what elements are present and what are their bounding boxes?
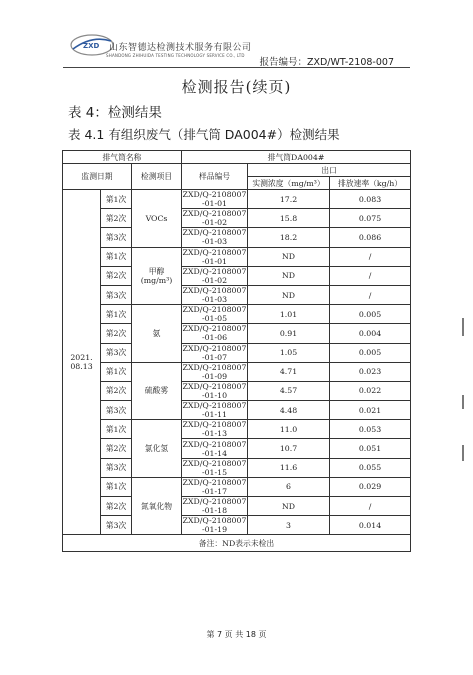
table-row bbox=[63, 209, 411, 228]
emission-rate-value: 0.004 bbox=[330, 324, 411, 343]
sample-id: ZXD/Q-2108007 -01-02 bbox=[182, 209, 247, 228]
round-label: 第2次 bbox=[101, 209, 132, 228]
round-label: 第3次 bbox=[101, 458, 132, 477]
concentration-value: ND bbox=[248, 247, 330, 266]
round-label: 第1次 bbox=[101, 362, 132, 381]
emission-rate-value: 0.005 bbox=[330, 305, 411, 324]
concentration-value: 4.48 bbox=[248, 401, 330, 420]
test-item: 氮氧化物 bbox=[132, 477, 182, 535]
emission-rate-value: / bbox=[330, 497, 411, 516]
table-row bbox=[63, 305, 411, 324]
emission-rate-value: 0.005 bbox=[330, 343, 411, 362]
sample-id: ZXD/Q-2108007 -01-18 bbox=[182, 497, 247, 516]
concentration-value: 1.05 bbox=[248, 343, 330, 362]
table-row bbox=[63, 420, 411, 439]
sample-id: ZXD/Q-2108007 -01-03 bbox=[182, 228, 247, 247]
round-label: 第2次 bbox=[101, 324, 132, 343]
sample-id: ZXD/Q-2108007 -01-11 bbox=[182, 401, 247, 420]
table-row bbox=[63, 324, 411, 343]
round-label: 第2次 bbox=[101, 381, 132, 400]
concentration-value: 1.01 bbox=[248, 305, 330, 324]
round-label: 第1次 bbox=[101, 420, 132, 439]
concentration-value: 4.57 bbox=[248, 381, 330, 400]
emission-rate-value: / bbox=[330, 266, 411, 285]
emission-rate-value: 0.021 bbox=[330, 401, 411, 420]
table-note-row bbox=[63, 535, 411, 552]
company-name-en: SHANDONG ZHIHUIDA TESTING TECHNOLOGY SERVICE CO., LTD bbox=[106, 53, 245, 58]
sample-id: ZXD/Q-2108007 -01-01 bbox=[182, 190, 247, 209]
outlet-name-value: 排气筒DA004# bbox=[182, 151, 411, 164]
sample-id: ZXD/Q-2108007 -01-17 bbox=[182, 477, 247, 496]
table-note: 备注：ND表示未检出 bbox=[63, 535, 411, 552]
monitoring-date: 2021. 08.13 bbox=[63, 190, 101, 535]
page-footer: 第 7 页 共 18 页 bbox=[206, 630, 267, 639]
exit-header: 出口 bbox=[248, 164, 411, 177]
concentration-value: ND bbox=[248, 266, 330, 285]
concentration-value: 3 bbox=[248, 516, 330, 535]
round-label: 第1次 bbox=[101, 477, 132, 496]
emission-rate-header: 排放速率（kg/h） bbox=[330, 177, 411, 190]
section-heading: 表 4：检测结果 bbox=[68, 105, 162, 121]
emission-rate-value: / bbox=[330, 285, 411, 304]
header-divider bbox=[63, 67, 410, 68]
concentration-value: 18.2 bbox=[248, 228, 330, 247]
emission-rate-value: 0.022 bbox=[330, 381, 411, 400]
emission-rate-value: 0.029 bbox=[330, 477, 411, 496]
scan-mark bbox=[462, 445, 464, 461]
emission-rate-value: 0.086 bbox=[330, 228, 411, 247]
sample-id: ZXD/Q-2108007 -01-03 bbox=[182, 286, 247, 305]
sample-id: ZXD/Q-2108007 -01-05 bbox=[182, 305, 247, 324]
table-header-row bbox=[63, 151, 411, 164]
emission-rate-value: 0.083 bbox=[330, 190, 411, 209]
table-row bbox=[63, 228, 411, 247]
concentration-value: ND bbox=[248, 497, 330, 516]
concentration-value: ND bbox=[248, 285, 330, 304]
emission-rate-value: 0.023 bbox=[330, 362, 411, 381]
table-row bbox=[63, 516, 411, 535]
round-label: 第3次 bbox=[101, 516, 132, 535]
table-row bbox=[63, 247, 411, 266]
sample-id: ZXD/Q-2108007 -01-01 bbox=[182, 247, 247, 266]
test-item: 硫酸雾 bbox=[132, 362, 182, 420]
sample-id: ZXD/Q-2108007 -01-07 bbox=[182, 343, 247, 362]
svg-text:ZXD: ZXD bbox=[83, 42, 100, 50]
results-table bbox=[62, 150, 411, 552]
round-label: 第1次 bbox=[101, 190, 132, 209]
table-row bbox=[63, 190, 411, 209]
emission-rate-value: / bbox=[330, 247, 411, 266]
concentration-value: 6 bbox=[248, 477, 330, 496]
round-label: 第3次 bbox=[101, 285, 132, 304]
table-row bbox=[63, 401, 411, 420]
table-row bbox=[63, 362, 411, 381]
concentration-value: 10.7 bbox=[248, 439, 330, 458]
concentration-value: 4.71 bbox=[248, 362, 330, 381]
concentration-value: 0.91 bbox=[248, 324, 330, 343]
table-row bbox=[63, 439, 411, 458]
document-title: 检测报告(续页) bbox=[181, 78, 292, 96]
emission-rate-value: 0.051 bbox=[330, 439, 411, 458]
table-row bbox=[63, 285, 411, 304]
report-number: 报告编号：ZXD/WT-2108-007 bbox=[259, 57, 394, 68]
scan-mark bbox=[462, 395, 464, 409]
table-caption: 表 4.1 有组织废气（排气筒 DA004#）检测结果 bbox=[68, 127, 340, 142]
emission-rate-value: 0.055 bbox=[330, 458, 411, 477]
table-row bbox=[63, 266, 411, 285]
concentration-value: 11.0 bbox=[248, 420, 330, 439]
outlet-name-header: 排气筒名称 bbox=[63, 151, 182, 164]
emission-rate-value: 0.053 bbox=[330, 420, 411, 439]
concentration-value: 17.2 bbox=[248, 190, 330, 209]
item-header: 检测项目 bbox=[132, 164, 182, 190]
table-row bbox=[63, 381, 411, 400]
test-item: 氨 bbox=[132, 305, 182, 363]
sample-header: 样品编号 bbox=[182, 164, 248, 190]
test-item: VOCs bbox=[132, 190, 182, 248]
date-header: 监测日期 bbox=[63, 164, 132, 190]
concentration-header: 实测浓度（mg/m³） bbox=[248, 177, 330, 190]
sample-id: ZXD/Q-2108007 -01-14 bbox=[182, 439, 247, 458]
round-label: 第3次 bbox=[101, 343, 132, 362]
sample-id: ZXD/Q-2108007 -01-10 bbox=[182, 381, 247, 400]
emission-rate-value: 0.014 bbox=[330, 516, 411, 535]
round-label: 第2次 bbox=[101, 497, 132, 516]
emission-rate-value: 0.075 bbox=[330, 209, 411, 228]
table-row bbox=[63, 497, 411, 516]
sample-id: ZXD/Q-2108007 -01-15 bbox=[182, 458, 247, 477]
company-name-cn: 山东智德达检测技术服务有限公司 bbox=[109, 43, 252, 53]
scan-mark bbox=[462, 318, 464, 336]
concentration-value: 11.6 bbox=[248, 458, 330, 477]
concentration-value: 15.8 bbox=[248, 209, 330, 228]
table-row bbox=[63, 458, 411, 477]
sample-id: ZXD/Q-2108007 -01-13 bbox=[182, 420, 247, 439]
sample-id: ZXD/Q-2108007 -01-02 bbox=[182, 266, 247, 285]
round-label: 第2次 bbox=[101, 266, 132, 285]
table-row bbox=[63, 477, 411, 496]
sample-id: ZXD/Q-2108007 -01-09 bbox=[182, 362, 247, 381]
sample-id: ZXD/Q-2108007 -01-19 bbox=[182, 516, 247, 535]
round-label: 第3次 bbox=[101, 401, 132, 420]
round-label: 第1次 bbox=[101, 305, 132, 324]
test-item: 甲醇 (mg/m³) bbox=[132, 247, 182, 305]
round-label: 第1次 bbox=[101, 247, 132, 266]
table-header-row bbox=[63, 164, 411, 177]
sample-id: ZXD/Q-2108007 -01-06 bbox=[182, 324, 247, 343]
round-label: 第2次 bbox=[101, 439, 132, 458]
table-row bbox=[63, 343, 411, 362]
test-item: 氯化氢 bbox=[132, 420, 182, 478]
round-label: 第3次 bbox=[101, 228, 132, 247]
